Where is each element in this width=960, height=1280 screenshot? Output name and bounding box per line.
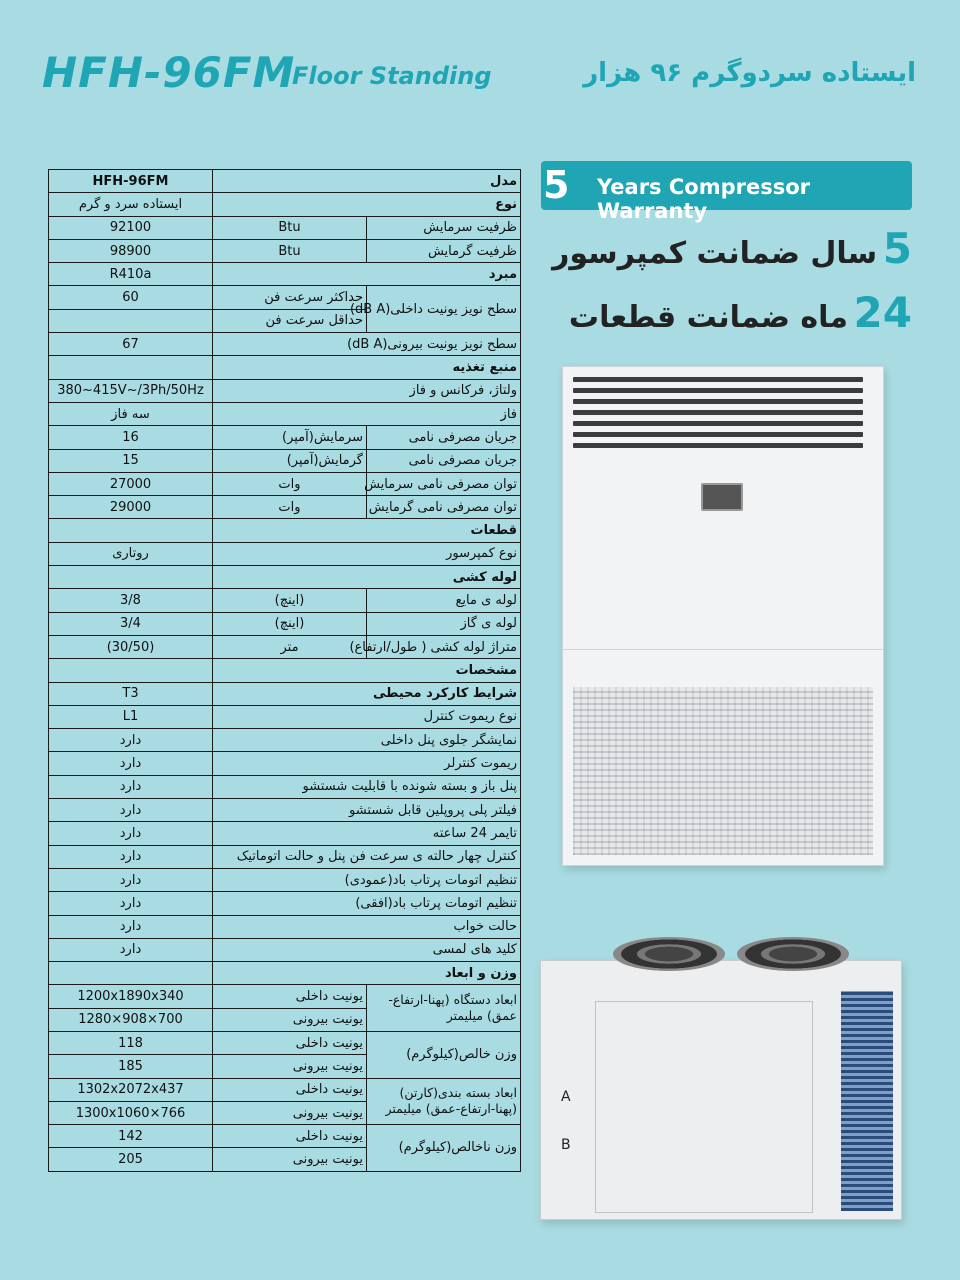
indoor-unit-image (562, 366, 884, 866)
table-cell: 29000 (49, 496, 213, 519)
table-row (49, 263, 521, 286)
table-row (49, 449, 521, 472)
table-cell: 118 (49, 1031, 213, 1054)
compressor-warranty-line (552, 224, 912, 273)
table-cell: شرایط کارکرد محیطی (213, 682, 521, 705)
table-cell: مبرد (213, 263, 521, 286)
valve-a-label: A (561, 1089, 571, 1105)
table-cell: دارد (49, 752, 213, 775)
warranty-banner (541, 161, 912, 223)
table-cell: حالت خواب (213, 915, 521, 938)
table-cell: جریان مصرفی نامی (367, 426, 521, 449)
table-cell: دارد (49, 868, 213, 891)
table-cell: وزن ناخالص(کیلوگرم) (367, 1125, 521, 1172)
parts-warranty-text: ماه ضمانت قطعات (568, 300, 848, 335)
type-title: Floor Standing (292, 62, 492, 90)
table-cell: متر (213, 635, 367, 658)
top-air-grille (573, 377, 863, 455)
table-row (49, 286, 521, 309)
table-cell: دارد (49, 938, 213, 961)
table-cell: یونیت بیرونی (213, 1055, 367, 1078)
table-row (49, 752, 521, 775)
table-cell: نمایشگر جلوی پنل داخلی (213, 729, 521, 752)
table-row (49, 659, 521, 682)
table-cell: یونیت داخلی (213, 1078, 367, 1101)
table-row (49, 845, 521, 868)
table-cell: 1280×908×700 (49, 1008, 213, 1031)
table-cell (49, 659, 213, 682)
table-cell: وات (213, 472, 367, 495)
parts-warranty-number: 24 (853, 288, 912, 337)
table-row (49, 962, 521, 985)
table-cell: سه فاز (49, 402, 213, 425)
section-header: قطعات (213, 519, 521, 542)
table-cell: ظرفیت گرمایش (367, 239, 521, 262)
table-cell: وزن خالص(کیلوگرم) (367, 1031, 521, 1078)
bottom-air-grille (573, 687, 873, 855)
table-cell: تنظیم اتومات پرتاب باد(افقی) (213, 892, 521, 915)
table-cell: دارد (49, 822, 213, 845)
table-cell: 205 (49, 1148, 213, 1171)
table-row (49, 589, 521, 612)
table-cell: نوع کمپرسور (213, 542, 521, 565)
table-cell: فاز (213, 402, 521, 425)
outdoor-unit-image (540, 960, 902, 1220)
table-row (49, 402, 521, 425)
table-cell: (اینچ) (213, 589, 367, 612)
table-cell: پنل باز و بسته شونده با قابلیت شستشو (213, 775, 521, 798)
table-cell: کلید های لمسی (213, 938, 521, 961)
table-cell: دارد (49, 845, 213, 868)
side-coil-grille (841, 991, 893, 1211)
table-cell: (30/50) (49, 635, 213, 658)
table-row (49, 799, 521, 822)
table-cell: جریان مصرفی نامی (367, 449, 521, 472)
table-cell: نوع (213, 193, 521, 216)
table-cell (49, 309, 213, 332)
table-cell: یونیت داخلی (213, 1125, 367, 1148)
control-display (701, 483, 743, 511)
table-row (49, 379, 521, 402)
table-cell: ظرفیت سرمایش (367, 216, 521, 239)
table-cell: حداقل سرعت فن (213, 309, 367, 332)
valve-b-label: B (561, 1137, 571, 1153)
access-panel (595, 1001, 813, 1213)
table-cell: L1 (49, 705, 213, 728)
table-cell: سرمایش(آمپر) (213, 426, 367, 449)
table-row (49, 542, 521, 565)
table-row (49, 1031, 521, 1054)
table-cell: لوله ی مایع (367, 589, 521, 612)
table-row (49, 1078, 521, 1101)
table-cell (49, 519, 213, 542)
section-header: مشخصات (213, 659, 521, 682)
table-cell: ابعاد دستگاه (پهنا-ارتفاع-عمق) میلیمتر (367, 985, 521, 1032)
section-header: وزن و ابعاد (213, 962, 521, 985)
table-cell: سطح نویز یونیت بیرونی(dB A) (213, 333, 521, 356)
model-title: HFH-96FM (42, 48, 296, 97)
table-row (49, 333, 521, 356)
table-cell: Btu (213, 239, 367, 262)
table-cell: 185 (49, 1055, 213, 1078)
table-row (49, 216, 521, 239)
table-cell: Btu (213, 216, 367, 239)
table-cell: 27000 (49, 472, 213, 495)
table-cell: 16 (49, 426, 213, 449)
table-cell: ولتاژ، فرکانس و فاز (213, 379, 521, 402)
panel-seam (563, 649, 883, 650)
table-row (49, 915, 521, 938)
table-row (49, 985, 521, 1008)
table-cell: حداکثر سرعت فن (213, 286, 367, 309)
section-header: منبع تغذیه (213, 356, 521, 379)
fan-icon (737, 937, 849, 971)
table-row (49, 705, 521, 728)
table-row (49, 426, 521, 449)
compressor-warranty-text: سال ضمانت کمپرسور (552, 236, 878, 271)
table-cell: HFH-96FM (49, 170, 213, 193)
table-cell: دارد (49, 775, 213, 798)
table-cell: دارد (49, 799, 213, 822)
table-cell: یونیت بیرونی (213, 1008, 367, 1031)
warranty-text: Years Compressor Warranty (597, 175, 810, 223)
table-row (49, 729, 521, 752)
table-cell: متراژ لوله کشی ( طول/ارتفاع) (367, 635, 521, 658)
compressor-warranty-number: 5 (882, 224, 912, 273)
table-row (49, 519, 521, 542)
table-row (49, 938, 521, 961)
table-cell: سطح نویز یونیت داخلی(dB A) (367, 286, 521, 333)
table-cell: گرمایش(آمپر) (213, 449, 367, 472)
table-cell: 1200x1890x340 (49, 985, 213, 1008)
table-cell (49, 962, 213, 985)
table-cell: وات (213, 496, 367, 519)
table-cell: 1302x2072x437 (49, 1078, 213, 1101)
table-cell: R410a (49, 263, 213, 286)
table-row (49, 868, 521, 891)
table-cell: ریموت کنترلر (213, 752, 521, 775)
table-cell (49, 566, 213, 589)
spec-table (48, 169, 521, 1172)
table-cell: فیلتر پلی پروپلین قابل شستشو (213, 799, 521, 822)
table-row (49, 1125, 521, 1148)
table-cell: یونیت داخلی (213, 1031, 367, 1054)
table-cell: 92100 (49, 216, 213, 239)
table-cell: T3 (49, 682, 213, 705)
table-row (49, 682, 521, 705)
warranty-number: 5 (543, 163, 570, 207)
table-cell: ابعاد بسته بندی(کارتن) (پهنا-ارتفاع-عمق) میلیمتر (367, 1078, 521, 1125)
table-cell: دارد (49, 915, 213, 938)
table-cell: نوع ریموت کنترل (213, 705, 521, 728)
table-row (49, 775, 521, 798)
section-header: لوله کشی (213, 566, 521, 589)
table-cell: یونیت بیرونی (213, 1148, 367, 1171)
table-row (49, 635, 521, 658)
table-row (49, 612, 521, 635)
table-cell: 142 (49, 1125, 213, 1148)
table-cell: 1300x1060×766 (49, 1101, 213, 1124)
table-cell: روتاری (49, 542, 213, 565)
table-row (49, 356, 521, 379)
table-row (49, 822, 521, 845)
table-cell: یونیت بیرونی (213, 1101, 367, 1124)
table-cell: 67 (49, 333, 213, 356)
table-cell: دارد (49, 892, 213, 915)
table-cell: ایستاده سرد و گرم (49, 193, 213, 216)
fan-icon (613, 937, 725, 971)
table-cell: تایمر 24 ساعته (213, 822, 521, 845)
table-cell: تنظیم اتومات پرتاب باد(عمودی) (213, 868, 521, 891)
table-cell: کنترل چهار حالته ی سرعت فن پنل و حالت اتوماتیک (213, 845, 521, 868)
table-cell (49, 356, 213, 379)
table-cell: 3/4 (49, 612, 213, 635)
table-cell: 98900 (49, 239, 213, 262)
table-cell: توان مصرفی نامی سرمایش (367, 472, 521, 495)
table-cell: مدل (213, 170, 521, 193)
table-cell: 380~415V~/3Ph/50Hz (49, 379, 213, 402)
table-cell: 15 (49, 449, 213, 472)
table-row (49, 472, 521, 495)
table-row (49, 239, 521, 262)
table-cell: (اینچ) (213, 612, 367, 635)
table-cell: 3/8 (49, 589, 213, 612)
persian-title: ایستاده سردوگرم ۹۶ هزار (583, 58, 916, 88)
table-row (49, 193, 521, 216)
table-cell: لوله ی گاز (367, 612, 521, 635)
parts-warranty-line (569, 288, 912, 337)
table-cell: توان مصرفی نامی گرمایش (367, 496, 521, 519)
table-cell: یونیت داخلی (213, 985, 367, 1008)
table-cell: 60 (49, 286, 213, 309)
table-row (49, 892, 521, 915)
table-row (49, 496, 521, 519)
table-row (49, 170, 521, 193)
table-cell: دارد (49, 729, 213, 752)
table-row (49, 566, 521, 589)
